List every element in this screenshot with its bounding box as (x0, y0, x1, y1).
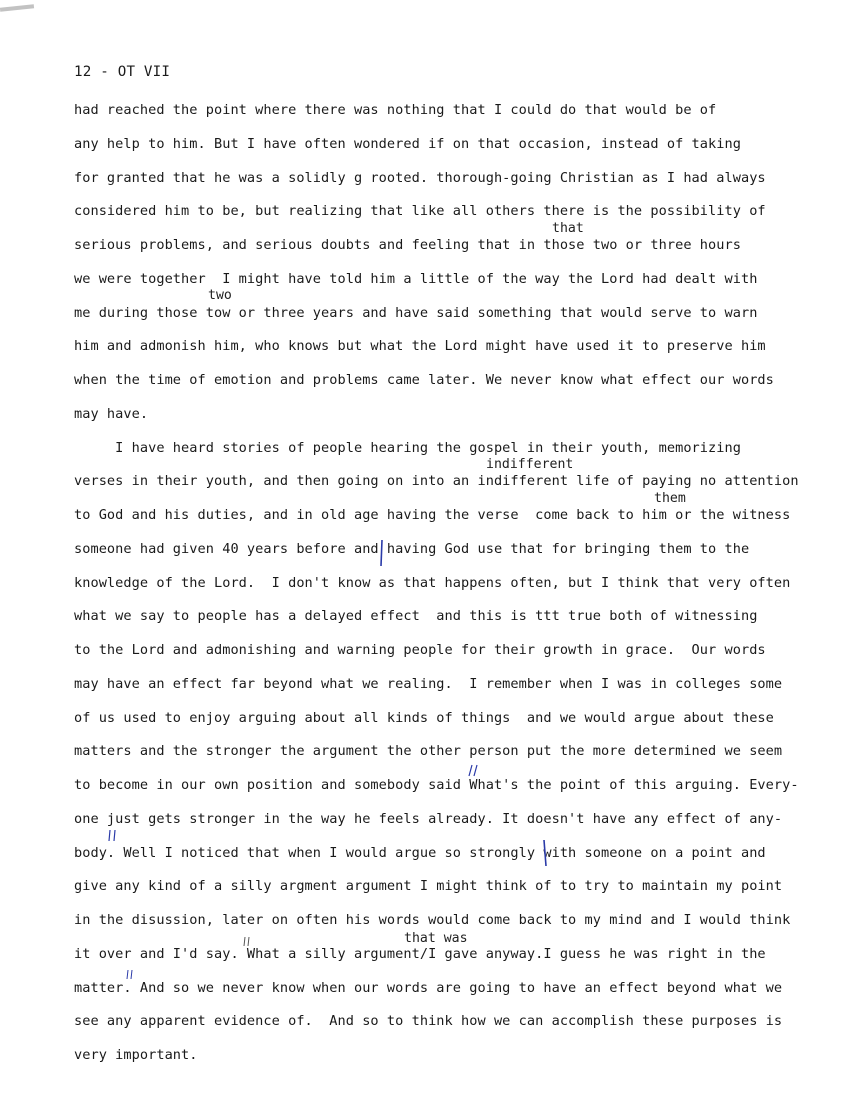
text-line: someone had given 40 years before and having God use that for bringing them to the (74, 541, 750, 557)
scan-smudge (0, 4, 34, 12)
text-line: to become in our own position and somebody said What's the point of this arguing. Every- (74, 777, 799, 793)
text-line: one just gets stronger in the way he feels already. It doesn't have any effect of any- (74, 811, 783, 827)
text-line: of us used to enjoy arguing about all kinds of things and we would argue about these (74, 710, 774, 726)
text-line: what we say to people has a delayed effect and this is ttt true both of witnessing (74, 608, 758, 624)
handwritten-quote-mark (106, 828, 118, 842)
text-line: see any apparent evidence of. And so to think how we can accomplish these purposes is (74, 1013, 783, 1029)
insertion-that-was: that was (404, 931, 468, 946)
text-line: may have. (74, 406, 149, 422)
text-line: I have heard stories of people hearing the gospel in their youth, memorizing (74, 440, 741, 456)
text-line: give any kind of a silly argment argument I might think of to try to maintain my point (74, 878, 783, 894)
text-line: any help to him. But I have often wondered if on that occasion, instead of taking (74, 136, 741, 152)
text-line: we were together I might have told him a little of the way the Lord had dealt with (74, 271, 758, 287)
text-line: to the Lord and admonishing and warning people for their growth in grace. Our words (74, 642, 766, 658)
text-line: matters and the stronger the argument the other person put the more determined we seem (74, 743, 783, 759)
handwritten-quote-mark (242, 935, 252, 947)
handwritten-quote-mark (466, 763, 480, 777)
text-line: verses in their youth, and then going on into an indifferent life of paying no attention (74, 473, 799, 489)
text-line: to God and his duties, and in old age having the verse come back to him or the witness (74, 507, 791, 523)
handwritten-mark (538, 838, 552, 868)
text-line: him and admonish him, who knows but what the Lord might have used it to preserve him (74, 338, 766, 354)
page-header: 12 - OT VII (74, 64, 171, 80)
text-line: body. Well I noticed that when I would argue so strongly with someone on a point and (74, 845, 766, 861)
text-line: for granted that he was a solidly g rooted. thorough-going Christian as I had always (74, 170, 766, 186)
text-line: when the time of emotion and problems came later. We never know what effect our words (74, 372, 774, 388)
handwritten-quote-mark (125, 968, 135, 980)
text-line: matter. And so we never know when our words are going to have an effect beyond what we (74, 980, 783, 996)
insertion-two: two (208, 288, 232, 303)
text-line: considered him to be, but realizing that like all others there is the possibility of (74, 203, 766, 219)
insertion-indifferent: indifferent (486, 457, 574, 472)
text-line: knowledge of the Lord. I don't know as that happens often, but I think that very often (74, 575, 791, 591)
text-line: me during those tow or three years and have said something that would serve to warn (74, 305, 758, 321)
text-line: may have an effect far beyond what we realing. I remember when I was in colleges some (74, 676, 783, 692)
text-line: very important. (74, 1047, 198, 1063)
handwritten-mark (375, 538, 389, 568)
insertion-them: them (654, 491, 686, 506)
insertion-that: that (552, 221, 584, 236)
text-line: had reached the point where there was nothing that I could do that would be of (74, 102, 717, 118)
text-line: serious problems, and serious doubts and feeling that in those two or three hours (74, 237, 741, 253)
text-line: in the disussion, later on often his words would come back to my mind and I would think (74, 912, 791, 928)
text-line: it over and I'd say. What a silly argument/I gave anyway.I guess he was right in the (74, 946, 766, 962)
